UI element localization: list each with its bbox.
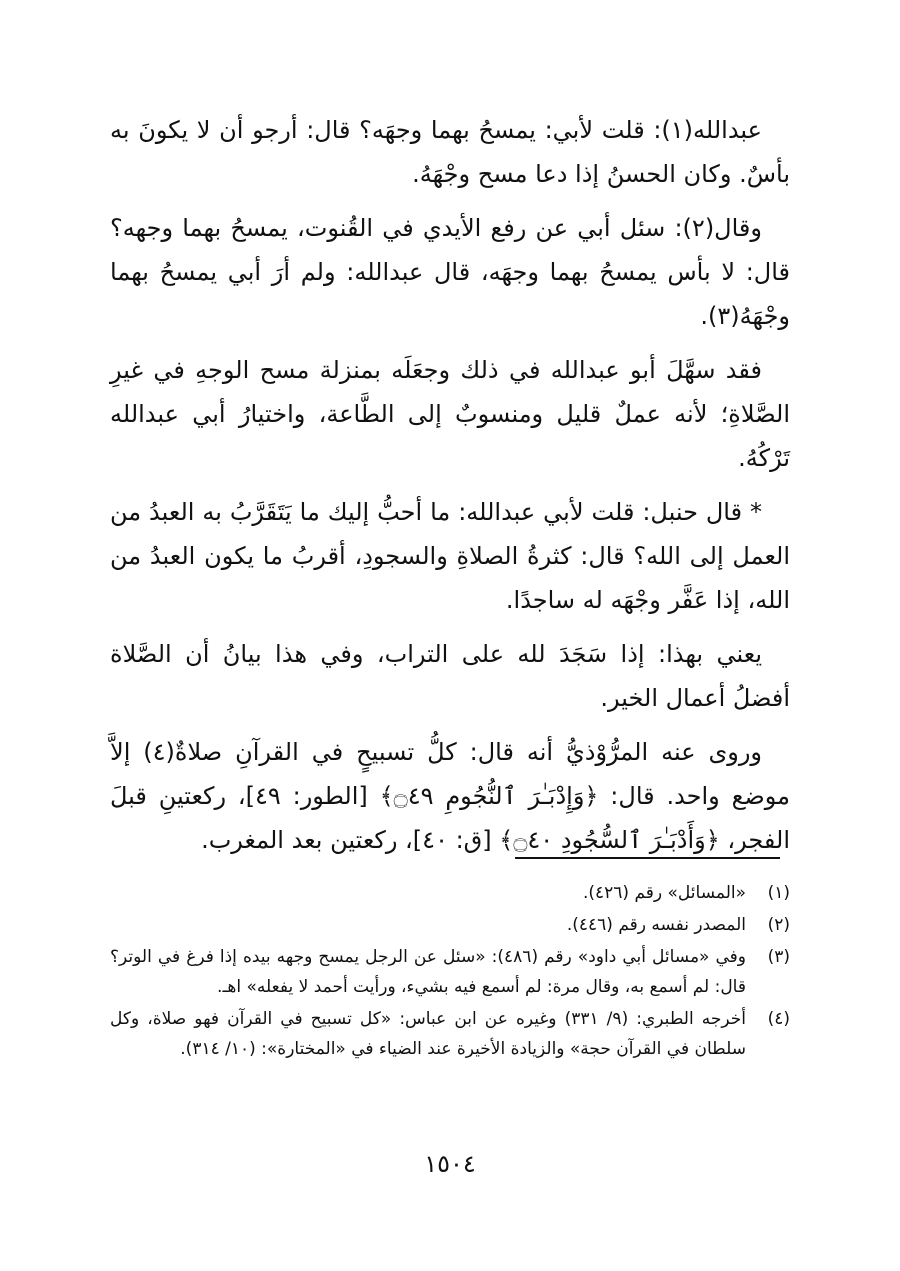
footnote-2 xyxy=(110,910,790,940)
paragraph-2: وقال(٢): سئل أبي عن رفع الأيدي في القُنوت، يمسحُ بهما وجهه؟ قال: لا بأس يمسحُ بهما وجهَه، قال عبدالله: ولم أرَ أبي يمسحُ بهما وجْهَهُ(٣). xyxy=(110,214,790,330)
main-text xyxy=(110,108,790,872)
footnote-number: (٣) xyxy=(767,947,790,967)
paragraph-3: فقد سهَّلَ أبو عبدالله في ذلك وجعَلَه بمنزلة مسح الوجهِ في غيرِ الصَّلاةِ؛ لأنه عملٌ قليل ومنسوبٌ إلى الطَّاعة، واختيارُ أبي عبدالله تَرْكُهُ. xyxy=(110,356,790,472)
footnote-3 xyxy=(110,942,790,1002)
paragraph-1: عبدالله(١): قلت لأبي: يمسحُ بهما وجهَه؟ قال: أرجو أن لا يكونَ به بأسٌ. وكان الحسنُ إذا دعا مسح وجْهَهُ. xyxy=(110,116,790,188)
footnote-text: أخرجه الطبري: (٩/ ٣٣١) وغيره عن ابن عباس: «كل تسبيح في القرآن فهو صلاة، وكل سلطان في القرآن حجة» والزيادة الأخيرة عند الضياء في «المختارة»: (١٠/ ٣١٤). xyxy=(110,1009,746,1059)
paragraph-4: * قال حنبل: قلت لأبي عبدالله: ما أحبُّ إليك ما يَتَقَرَّبُ به العبدُ من العمل إلى الله؟ قال: كثرةُ الصلاةِ والسجودِ، أقربُ ما يكون العبدُ من الله، إذا عَفَّر وجْهَه له ساجدًا. xyxy=(110,498,790,614)
footnote-1 xyxy=(110,878,790,908)
footnotes xyxy=(110,878,790,1066)
footnote-text: المصدر نفسه رقم (٤٤٦). xyxy=(566,915,746,935)
footnote-text: «المسائل» رقم (٤٢٦). xyxy=(582,883,746,903)
footnote-divider xyxy=(515,857,780,859)
footnote-4 xyxy=(110,1004,790,1064)
footnote-text: وفي «مسائل أبي داود» رقم (٤٨٦): «سئل عن الرجل يمسح وجهه بيده إذا فرغ في الوتر؟ قال: لم أسمع به، وقال مرة: لم أسمع فيه بشيء، ورأيت أحمد لا يفعله» اهـ. xyxy=(110,947,746,997)
footnote-number: (١) xyxy=(767,883,790,903)
paragraph-6: وروى عنه المرُّوْذيُّ أنه قال: كلُّ تسبيحٍ في القرآنِ صلاةٌ(٤) إلاَّ موضع واحد. قال: ﴿وَإِدْبَـٰرَ ٱلنُّجُومِ ۝٤٩﴾ [الطور: ٤٩]، ركعتينِ قبلَ الفجر، ﴿وَأَدْبَـٰرَ ٱلسُّجُودِ ۝٤٠﴾ [ق: ٤٠]، ركعتين بعد المغرب. xyxy=(110,738,790,854)
footnote-number: (٤) xyxy=(767,1009,790,1029)
page-number: ١٥٠٤ xyxy=(424,1150,476,1178)
paragraph-5: يعني بهذا: إذا سَجَدَ لله على التراب، وفي هذا بيانُ أن الصَّلاة أفضلُ أعمال الخير. xyxy=(110,640,790,712)
footnote-number: (٢) xyxy=(767,915,790,935)
